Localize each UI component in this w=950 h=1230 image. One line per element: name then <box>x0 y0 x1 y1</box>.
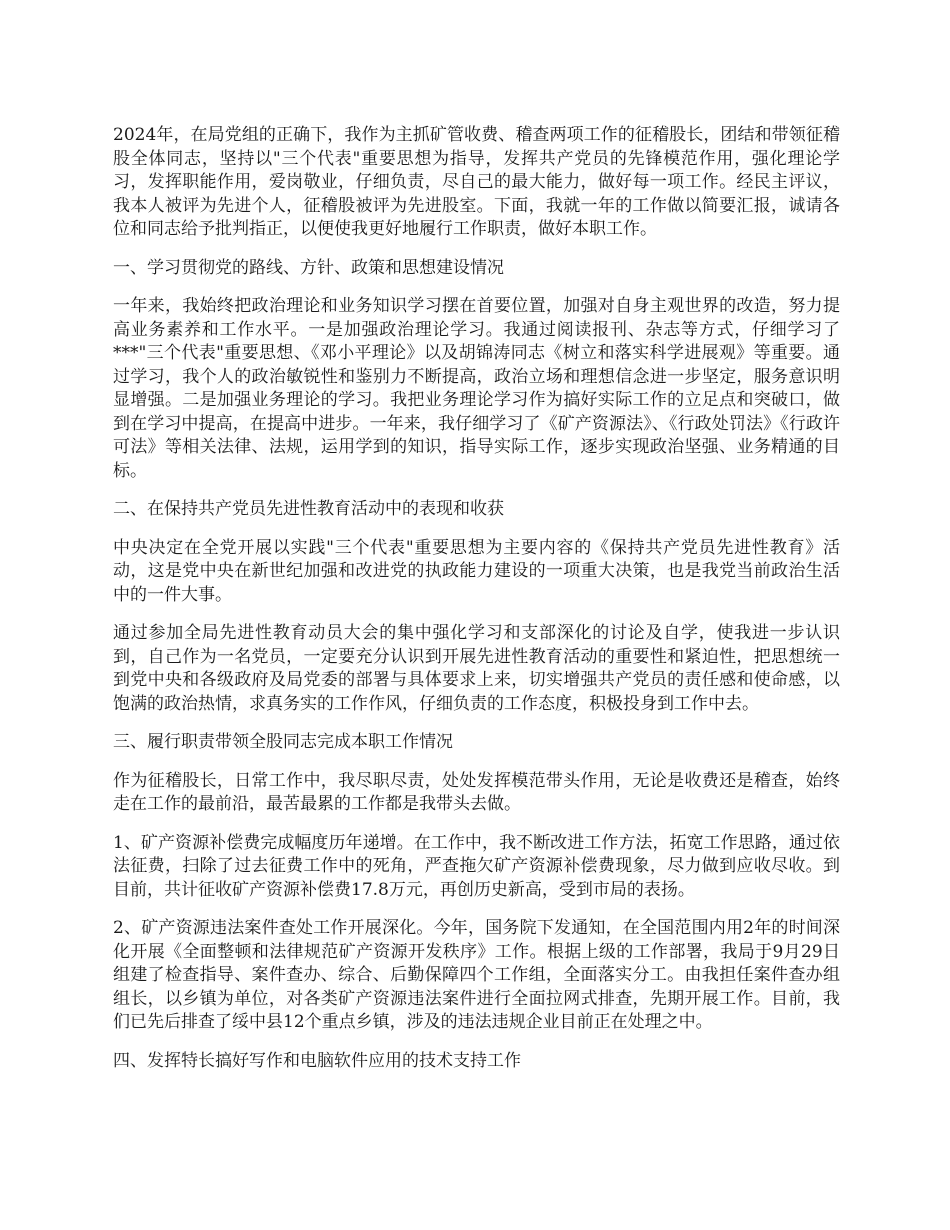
section-2-paragraph-2: 通过参加全局先进性教育动员大会的集中强化学习和支部深化的讨论及自学，使我进一步认识到，自己作为一名党员，一定要充分认识到开展先进性教育活动的重要性和紧迫性，把思想统一到党中央和各级政府及局党委的部署与具体要求上来，切实增强共产党员的责任感和使命感，以饱满的政治热情，求真务实的工作作风，仔细负责的工作态度，积极投身到工作中去。 <box>113 623 840 714</box>
section-3-paragraph-3: 2、矿产资源违法案件查处工作开展深化。今年，国务院下发通知，在全国范围内用2年的时间深化开展《全面整顿和法律规范矿产资源开发秩序》工作。根据上级的工作部署，我局于9月29日组建了检查指导、案件查办、综合、后勤保障四个工作组，全面落实分工。由我担任案件查办组组长，以乡镇为单位，对各类矿产资源违法案件进行全面拉网式排查，先期开展工作。目前，我们已先后排查了绥中县12个重点乡镇，涉及的违法违规企业目前正在处理之中。 <box>113 918 840 1032</box>
section-3-heading: 三、履行职责带领全股同志完成本职工作情况 <box>113 732 453 752</box>
section-1-paragraph: 一年来，我始终把政治理论和业务知识学习摆在首要位置，加强对自身主观世界的改造，努力提高业务素养和工作水平。一是加强政治理论学习。我通过阅读报刊、杂志等方式，仔细学习了***"三个代表"重要思想、《邓小平理论》以及胡锦涛同志《树立和落实科学进展观》等重要。通过学习，我个人的政治敏锐性和鉴别力不断提高，政治立场和理想信念进一步坚定，服务意识明显增强。二是加强业务理论的学习。我把业务理论学习作为搞好实际工作的立足点和突破口，做到在学习中提高，在提高中进步。一年来，我仔细学习了《矿产资源法》、《行政处罚法》《行政许可法》等相关法律、法规，运用学到的知识，指导实际工作，逐步实现政治坚强、业务精通的目标。 <box>113 296 840 481</box>
intro-paragraph: 2024年，在局党组的正确下，我作为主抓矿管收费、稽查两项工作的征稽股长，团结和带领征稽股全体同志，坚持以"三个代表"重要思想为指导，发挥共产党员的先锋模范作用，强化理论学习，发挥职能作用，爱岗敬业，仔细负责，尽自己的最大能力，做好每一项工作。经民主评议，我本人被评为先进个人，征稽股被评为先进股室。下面，我就一年的工作做以简要汇报，诚请各位和同志给予批判指正，以便使我更好地履行工作职责，做好本职工作。 <box>113 125 840 239</box>
section-3-paragraph-2: 1、矿产资源补偿费完成幅度历年递增。在工作中，我不断改进工作方法，拓宽工作思路，通过依法征费，扫除了过去征费工作中的死角，严查拖欠矿产资源补偿费现象，尽力做到应收尽收。到目前，共计征收矿产资源补偿费17.8万元，再创历史新高，受到市局的表扬。 <box>113 832 840 900</box>
section-3-paragraph-1: 作为征稽股长，日常工作中，我尽职尽责，处处发挥模范带头作用，无论是收费还是稽查，始终走在工作的最前沿，最苦最累的工作都是我带头去做。 <box>113 770 840 814</box>
section-1-heading: 一、学习贯彻党的路线、方针、政策和思想建设情况 <box>113 257 504 278</box>
section-2-heading: 二、在保持共产党员先进性教育活动中的表现和收获 <box>113 499 504 519</box>
section-4-heading: 四、发挥特长搞好写作和电脑软件应用的技术支持工作 <box>113 1050 521 1071</box>
document-body <box>113 124 840 1088</box>
section-2-paragraph-1: 中央决定在全党开展以实践"三个代表"重要思想为主要内容的《保持共产党员先进性教育》活动，这是党中央在新世纪加强和改进党的执政能力建设的一项重大决策，也是我党当前政治生活中的一件大事。 <box>113 537 840 605</box>
